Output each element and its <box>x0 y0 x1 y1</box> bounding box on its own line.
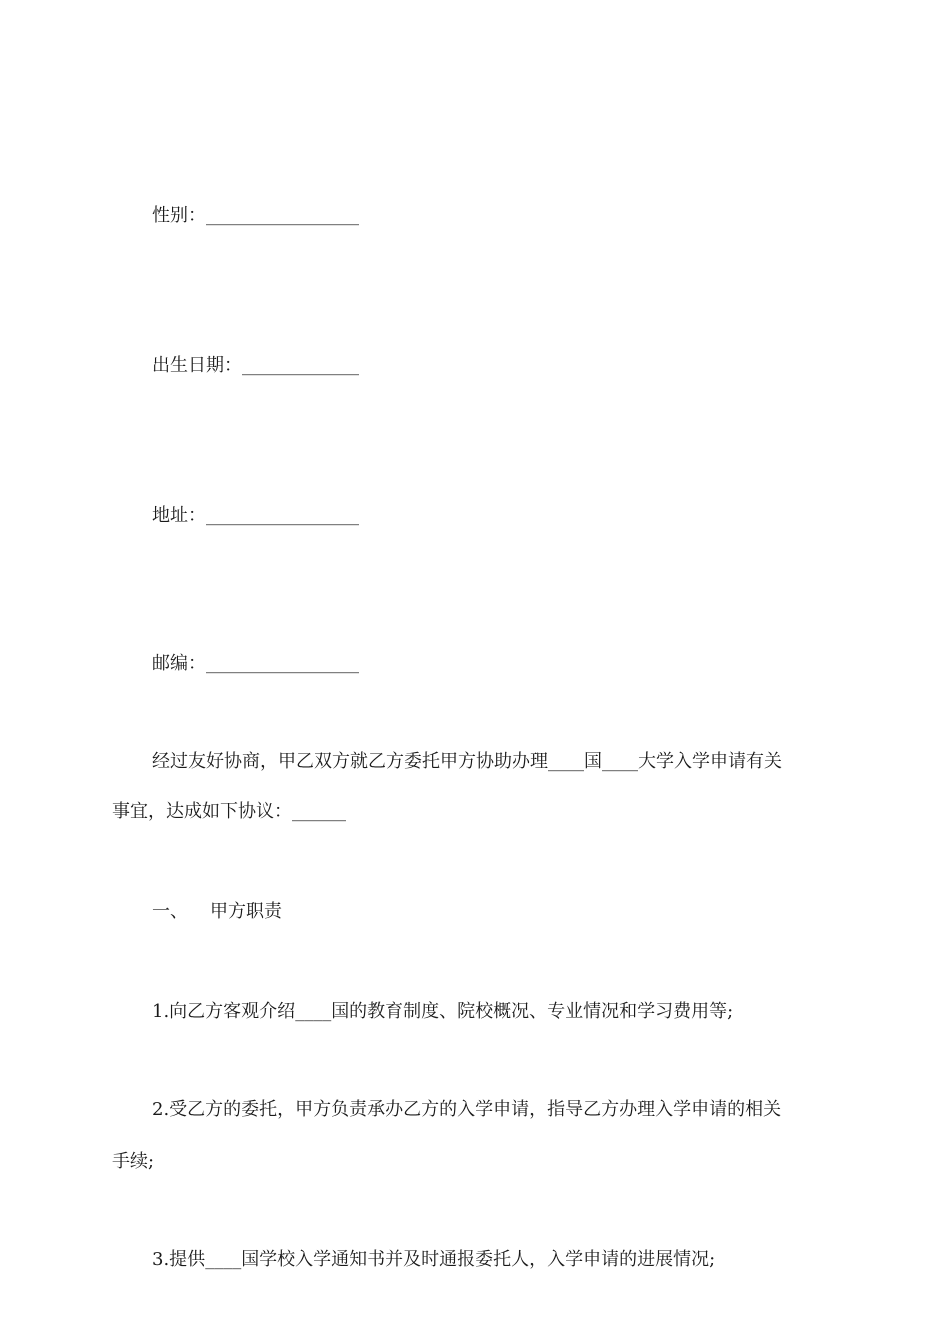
duty-item-1-text-a: 1.向乙方客观介绍 <box>152 1001 296 1022</box>
country-blank: ____ <box>548 751 584 772</box>
address-field-row <box>152 504 359 528</box>
section-title: 甲方职责 <box>210 901 282 922</box>
zip-blank: _________________ <box>206 653 359 674</box>
zip-label: 邮编： <box>152 653 206 674</box>
agreement-text-2: 国 <box>584 751 602 772</box>
section-heading <box>152 900 282 924</box>
gender-blank: _________________ <box>206 205 359 226</box>
address-label: 地址： <box>152 505 206 526</box>
duty-item-2-line-1: 2.受乙方的委托，甲方负责承办乙方的入学申请，指导乙方办理入学申请的相关 <box>152 1099 782 1120</box>
agreement-paragraph-line-2: 事宜，达成如下协议：______ <box>112 801 346 822</box>
gender-label: 性别： <box>152 205 206 226</box>
duty-item-1-blank: ____ <box>295 1001 332 1022</box>
agreement-text-3: 大学入学申请有关 <box>638 751 782 772</box>
duty-item-3-text-b: 国学校入学通知书并及时通报委托人，入学申请的进展情况; <box>241 1249 716 1270</box>
birth-date-blank: _____________ <box>242 355 359 376</box>
agreement-paragraph-line-1 <box>152 750 782 774</box>
section-number: 一、 <box>152 901 188 922</box>
duty-item-3-text-a: 3.提供 <box>152 1249 206 1270</box>
gender-field-row <box>152 204 359 228</box>
duty-item-1-text-b: 国的教育制度、院校概况、专业情况和学习费用等; <box>331 1001 734 1022</box>
zip-field-row <box>152 652 359 676</box>
duty-item-3 <box>152 1248 715 1272</box>
duty-item-3-blank: ____ <box>205 1249 242 1270</box>
university-blank: ____ <box>602 751 638 772</box>
duty-item-2-line-2: 手续; <box>112 1151 155 1172</box>
birth-date-label: 出生日期： <box>152 355 242 376</box>
address-blank: _________________ <box>206 505 359 526</box>
duty-item-1 <box>152 1000 733 1024</box>
agreement-text-1: 经过友好协商，甲乙双方就乙方委托甲方协助办理 <box>152 751 548 772</box>
birth-date-field-row <box>152 354 359 378</box>
